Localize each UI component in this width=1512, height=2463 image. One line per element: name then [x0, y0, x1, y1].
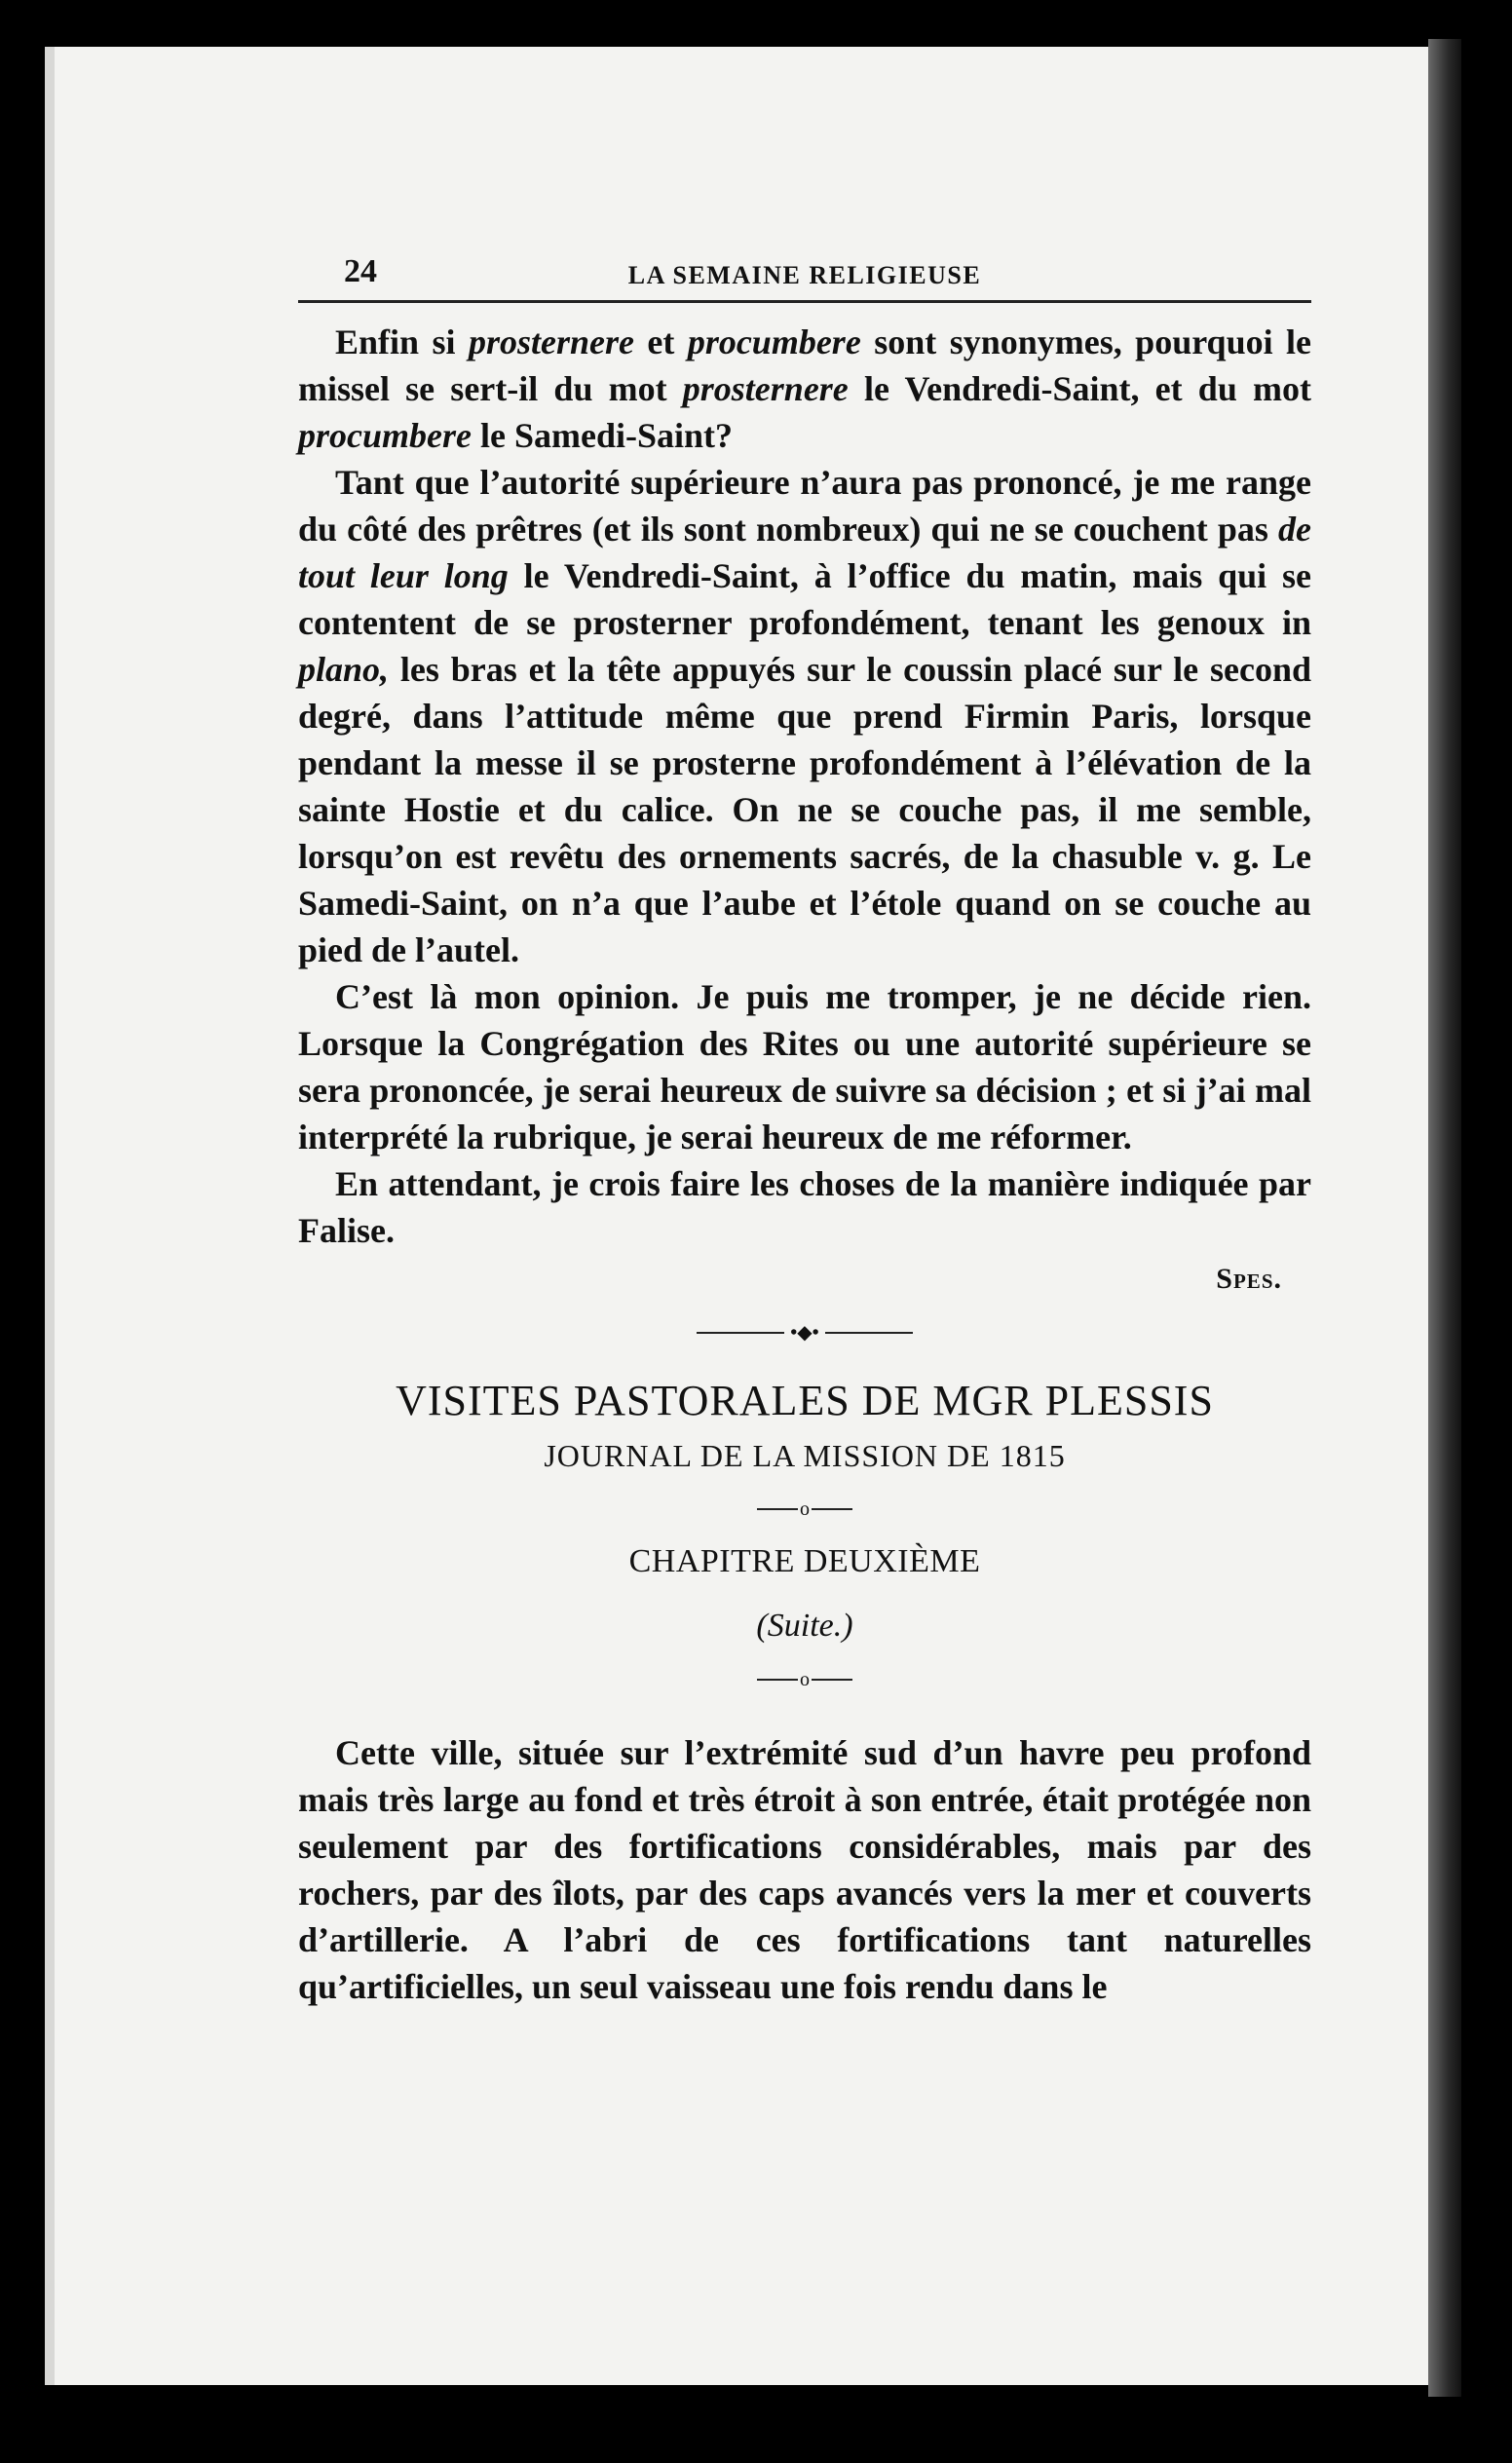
divider-circle: o — [800, 1669, 810, 1691]
text-run: le Vendredi-Saint, à l’office du matin, mais qui se contentent de se prosterner profondément, tenant les genoux in — [298, 556, 1311, 642]
text-run: sont synonymes, pourquoi le missel se sert-il du mot — [298, 322, 1312, 408]
divider-line-right — [812, 1679, 852, 1681]
italic-term: de tout leur long — [298, 510, 1311, 595]
divider-ornament-1 — [298, 1493, 1311, 1523]
text-run: et — [633, 322, 688, 361]
divider-line-right — [812, 1508, 852, 1510]
page-content — [298, 242, 1311, 2010]
ornament-line-right — [825, 1332, 913, 1334]
article-paragraph-4: En attendant, je crois faire les choses de la manière indiquée par Falise. — [298, 1164, 1311, 1250]
ornament-dots: •◆• — [790, 1322, 819, 1345]
article-paragraph-2 — [298, 459, 1311, 973]
divider-ornament-2 — [298, 1664, 1311, 1694]
continued-label: (Suite.) — [756, 1607, 853, 1644]
chapter-title: CHAPITRE DEUXIÈME — [628, 1542, 981, 1579]
text-run: Enfin si — [335, 322, 469, 361]
section-ornament — [298, 1312, 1311, 1352]
article-subtitle: JOURNAL DE LA MISSION DE 1815 — [544, 1438, 1066, 1474]
running-head — [298, 242, 1311, 303]
italic-term: plano, — [298, 650, 390, 689]
ornament-line-left — [697, 1332, 784, 1334]
divider-line-left — [757, 1508, 798, 1510]
article-paragraph-3: C’est là mon opinion. Je puis me tromper, je ne décide rien. Lorsque la Congrégation des Rites ou une autorité supérieure se sera prononcée, je serai heureux de suivre sa décision ; et si j’ai mal interprété la rubrique, je serai heureux de me réformer. — [298, 977, 1311, 1156]
text-run: le Samedi-Saint? — [471, 416, 733, 455]
italic-term: procumbere — [687, 322, 861, 361]
book-spine-edge — [1428, 39, 1461, 2397]
text-run: le Vendredi-Saint, et du mot — [848, 369, 1311, 408]
chapter-body-paragraph: Cette ville, située sur l’extrémité sud d’un havre peu profond mais très large au fond et très étroit à son entrée, était protégée non seulement par des fortifications considérables, mais par des rochers, par des îlots, par des caps avancés vers la mer et couverts d’artillerie. A l’abri de ces fortifications tant naturelles qu’artificielles, un seul vaisseau une fois rendu dans le — [298, 1733, 1311, 2007]
divider-line-left — [757, 1679, 798, 1681]
text-run: Tant que l’autorité supérieure n’aura pas prononcé, je me range du côté des prêtres (et ils sont nombreux) qui ne se couchent pas — [298, 463, 1311, 549]
article-paragraph-1 — [298, 319, 1311, 459]
scan-right-margin — [1461, 0, 1512, 2463]
article-title: VISITES PASTORALES DE MGR PLESSIS — [396, 1377, 1214, 1425]
scan-left-margin — [0, 0, 39, 2463]
italic-term: prosternere — [682, 369, 849, 408]
running-title: LA SEMAINE RELIGIEUSE — [627, 261, 982, 289]
italic-term: prosternere — [468, 322, 634, 361]
page-number: 24 — [344, 253, 377, 289]
text-run: les bras et la tête appuyés sur le coussin placé sur le second degré, dans l’attitude même que prend Firmin Paris, lorsque pendant la messe il se prosterne profondément à l’élévation de la sainte Hostie et du calice. On ne se couche pas, il me semble, lorsqu’on est revêtu des ornements sacrés, de la chasuble v. g. Le Samedi-Saint, on n’a que l’aube et l’étole quand on se couche au pied de l’autel. — [298, 650, 1311, 969]
author-signature: Spes. — [1216, 1263, 1282, 1295]
book-page — [45, 47, 1438, 2385]
italic-term: procumbere — [298, 416, 472, 455]
divider-circle: o — [800, 1497, 810, 1520]
